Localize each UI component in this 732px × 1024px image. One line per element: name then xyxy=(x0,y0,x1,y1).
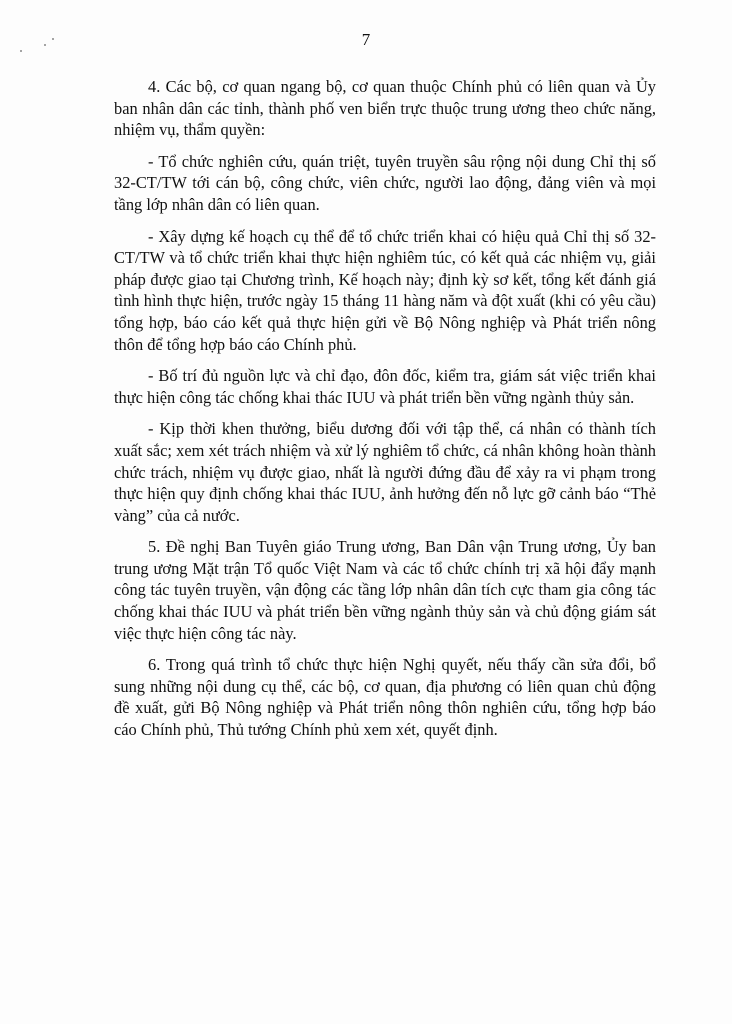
scan-speck xyxy=(20,50,22,52)
paragraph-plan: - Xây dựng kế hoạch cụ thể để tổ chức triển khai có hiệu quả Chỉ thị số 32-CT/TW và tổ chức triển khai thực hiện nghiêm túc, có kết quả các nhiệm vụ, giải pháp được giao tại Chương trình, Kế hoạch này; định kỳ sơ kết, tổng kết đánh giá tình hình thực hiện, trước ngày 15 tháng 11 hàng năm và đột xuất (khi có yêu cầu) tổng hợp, báo cáo kết quả thực hiện gửi về Bộ Nông nghiệp và Phát triển nông thôn để tổng hợp báo cáo Chính phủ. xyxy=(114,226,656,354)
page-number: 7 xyxy=(361,30,371,49)
paragraph-dissemination: - Tổ chức nghiên cứu, quán triệt, tuyên truyền sâu rộng nội dung Chỉ thị số 32-CT/TW tới cán bộ, công chức, viên chức, người lao động, đảng viên và mọi tầng lớp nhân dân có liên quan. xyxy=(114,151,656,214)
paragraph-rewards: - Kịp thời khen thưởng, biểu dương đối với tập thể, cá nhân có thành tích xuất sắc; xem xét trách nhiệm và xử lý nghiêm tổ chức, cá nhân không hoàn thành chức trách, nhiệm vụ được giao, nhất là người đứng đầu để xảy ra vi phạm trong thực hiện quy định chống khai thác IUU, ảnh hưởng đến nỗ lực gỡ cảnh báo “Thẻ vàng” của cả nước. xyxy=(114,419,656,525)
paragraph-item-6: 6. Trong quá trình tổ chức thực hiện Nghị quyết, nếu thấy cần sửa đổi, bổ sung những nội dung cụ thể, các bộ, cơ quan, địa phương có liên quan chủ động đề xuất, gửi Bộ Nông nghiệp và Phát triển nông thôn nghiên cứu, tổng hợp báo cáo Chính phủ, Thủ tướng Chính phủ xem xét, quyết định. xyxy=(114,655,656,740)
paragraph-resources: - Bố trí đủ nguồn lực và chỉ đạo, đôn đốc, kiểm tra, giám sát việc triển khai thực hiện công tác chống khai thác IUU và phát triển bền vững ngành thủy sản. xyxy=(114,366,656,407)
document-body xyxy=(114,76,656,751)
paragraph-item-5: 5. Đề nghị Ban Tuyên giáo Trung ương, Ban Dân vận Trung ương, Ủy ban trung ương Mặt trận Tổ quốc Việt Nam và các tổ chức chính trị xã hội đẩy mạnh công tác tuyên truyền, vận động các tầng lớp nhân dân tích cực tham gia công tác chống khai thác IUU và phát triển bền vững ngành thủy sản và chủ động giám sát việc thực hiện công tác này. xyxy=(114,537,656,643)
paragraph-item-4: 4. Các bộ, cơ quan ngang bộ, cơ quan thuộc Chính phủ có liên quan và Ủy ban nhân dân các tỉnh, thành phố ven biển trực thuộc trung ương theo chức năng, nhiệm vụ, thẩm quyền: xyxy=(114,77,656,140)
